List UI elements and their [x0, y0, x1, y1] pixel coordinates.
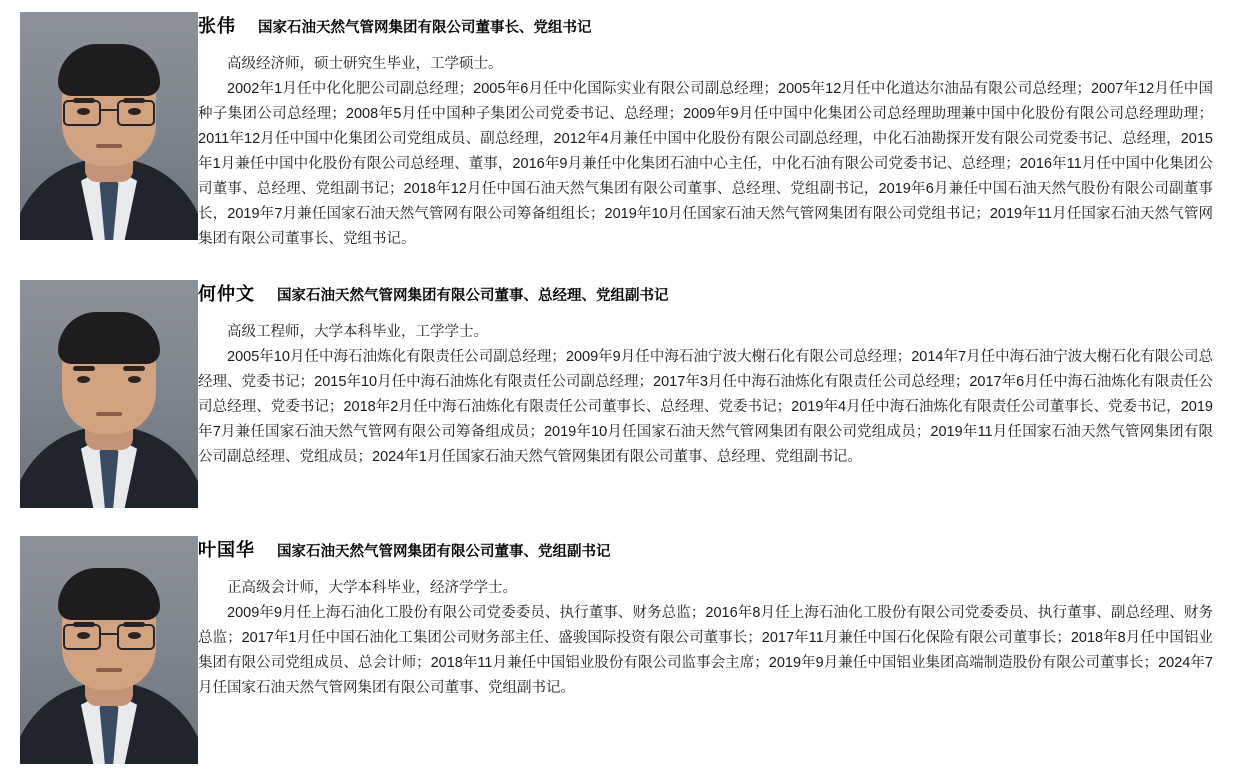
person-name: 何仲文: [198, 284, 255, 304]
bio-paragraph: 高级经济师，硕士研究生毕业，工学硕士。: [227, 56, 503, 72]
hair-shape-icon: [58, 568, 160, 620]
person-name: 叶国华: [198, 540, 255, 560]
bio-paragraph: 2002年1月任中化化肥公司副总经理；2005年6月任中化国际实业有限公司副总经理；2005年12月任中化道达尔油品有限公司总经理；2007年12月任中国种子集团公司总经理；2008年5月任中国种子集团公司党委书记、总经理；2009年9月任中国中化集团公司总经理助理兼中国中化股份有限公司总经理助理；2011年12月任中国中化集团公司党组成员、副总经理，2012年4月兼任中国中化股份有限公司副总经理，中化石油勘探开发有限公司党委书记、总经理，2015年1月兼任中国中化股份有限公司总经理、董事，2016年9月兼任中化集团石油中心主任，中化石油有限公司党委书记、总经理；2016年11月任中国中化集团公司董事、总经理、党组副书记；2018年12月任中国石油天然气集团有限公司董事、总经理、党组副书记，2019年6月兼任中国石油天然气股份有限公司副董事长，2019年7月兼任国家石油天然气管网有限公司筹备组组长；2019年10月任国家石油天然气管网集团有限公司党组书记；2019年11月任国家石油天然气管网集团有限公司董事长、党组书记。: [198, 81, 1213, 247]
eyebrow-right-icon: [123, 366, 145, 371]
bio-container: [198, 536, 1235, 701]
glasses-bridge-icon: [99, 633, 119, 635]
eye-left-icon: [77, 376, 90, 383]
eyebrow-left-icon: [73, 366, 95, 371]
glasses-bridge-icon: [99, 109, 119, 111]
glasses-lens-right-icon: [117, 624, 155, 650]
person-title: 国家石油天然气管网集团有限公司董事、党组副书记: [277, 544, 611, 560]
bio-container: [198, 280, 1235, 470]
glasses-lens-left-icon: [63, 100, 101, 126]
bio-paragraph: 正高级会计师，大学本科毕业，经济学学士。: [227, 580, 517, 596]
name-title-line: [198, 280, 1213, 306]
hair-shape-icon: [58, 44, 160, 96]
bio-paragraph: 高级工程师，大学本科毕业，工学学士。: [227, 324, 488, 340]
portrait-container: [0, 280, 198, 508]
mouth-shape-icon: [96, 144, 122, 148]
glasses-icon: [58, 624, 160, 648]
portrait-photo-he-zhongwen: [20, 280, 198, 508]
glasses-lens-right-icon: [117, 100, 155, 126]
list-item: [0, 12, 1235, 252]
list-item: [0, 280, 1235, 508]
glasses-icon: [58, 100, 160, 124]
bio-paragraph: 2009年9月任上海石油化工股份有限公司党委委员、执行董事、财务总监；2016年8月任上海石油化工股份有限公司党委委员、执行董事、副总经理、财务总监；2017年1月任中国石油化工集团公司财务部主任、盛骏国际投资有限公司董事长；2017年11月兼任中国石化保险有限公司董事长；2018年8月任中国铝业集团有限公司党组成员、总会计师；2018年11月兼任中国铝业股份有限公司监事会主席；2019年9月兼任中国铝业集团高端制造股份有限公司董事长；2024年7月任国家石油天然气管网集团有限公司董事、党组副书记。: [198, 605, 1213, 696]
name-title-line: [198, 536, 1213, 562]
mouth-shape-icon: [96, 412, 122, 416]
list-item: [0, 536, 1235, 764]
portrait-photo-ye-guohua: [20, 536, 198, 764]
glasses-lens-left-icon: [63, 624, 101, 650]
person-title: 国家石油天然气管网集团有限公司董事、总经理、党组副书记: [277, 288, 669, 304]
name-title-line: [198, 12, 1213, 38]
mouth-shape-icon: [96, 668, 122, 672]
bio-paragraph: 2005年10月任中海石油炼化有限责任公司副总经理；2009年9月任中海石油宁波大榭石化有限公司总经理；2014年7月任中海石油宁波大榭石化有限公司总经理、党委书记；2015年10月任中海石油炼化有限责任公司副总经理；2017年3月任中海石油炼化有限责任公司总经理；2017年6月任中海石油炼化有限责任公司总经理、党委书记；2018年2月任中海石油炼化有限责任公司董事长、总经理、党委书记；2019年4月任中海石油炼化有限责任公司董事长、党委书记，2019年7月兼任国家石油天然气管网有限公司筹备组成员；2019年10月任国家石油天然气管网集团有限公司党组成员；2019年11月任国家石油天然气管网集团有限公司副总经理、党组成员；2024年1月任国家石油天然气管网集团有限公司董事、总经理、党组副书记。: [198, 349, 1213, 465]
portrait-container: [0, 12, 198, 240]
eye-right-icon: [128, 376, 141, 383]
person-name: 张伟: [198, 16, 236, 36]
portrait-photo-zhang-wei: [20, 12, 198, 240]
hair-shape-icon: [58, 312, 160, 364]
bio-container: [198, 12, 1235, 252]
portrait-container: [0, 536, 198, 764]
person-title: 国家石油天然气管网集团有限公司董事长、党组书记: [258, 20, 592, 36]
